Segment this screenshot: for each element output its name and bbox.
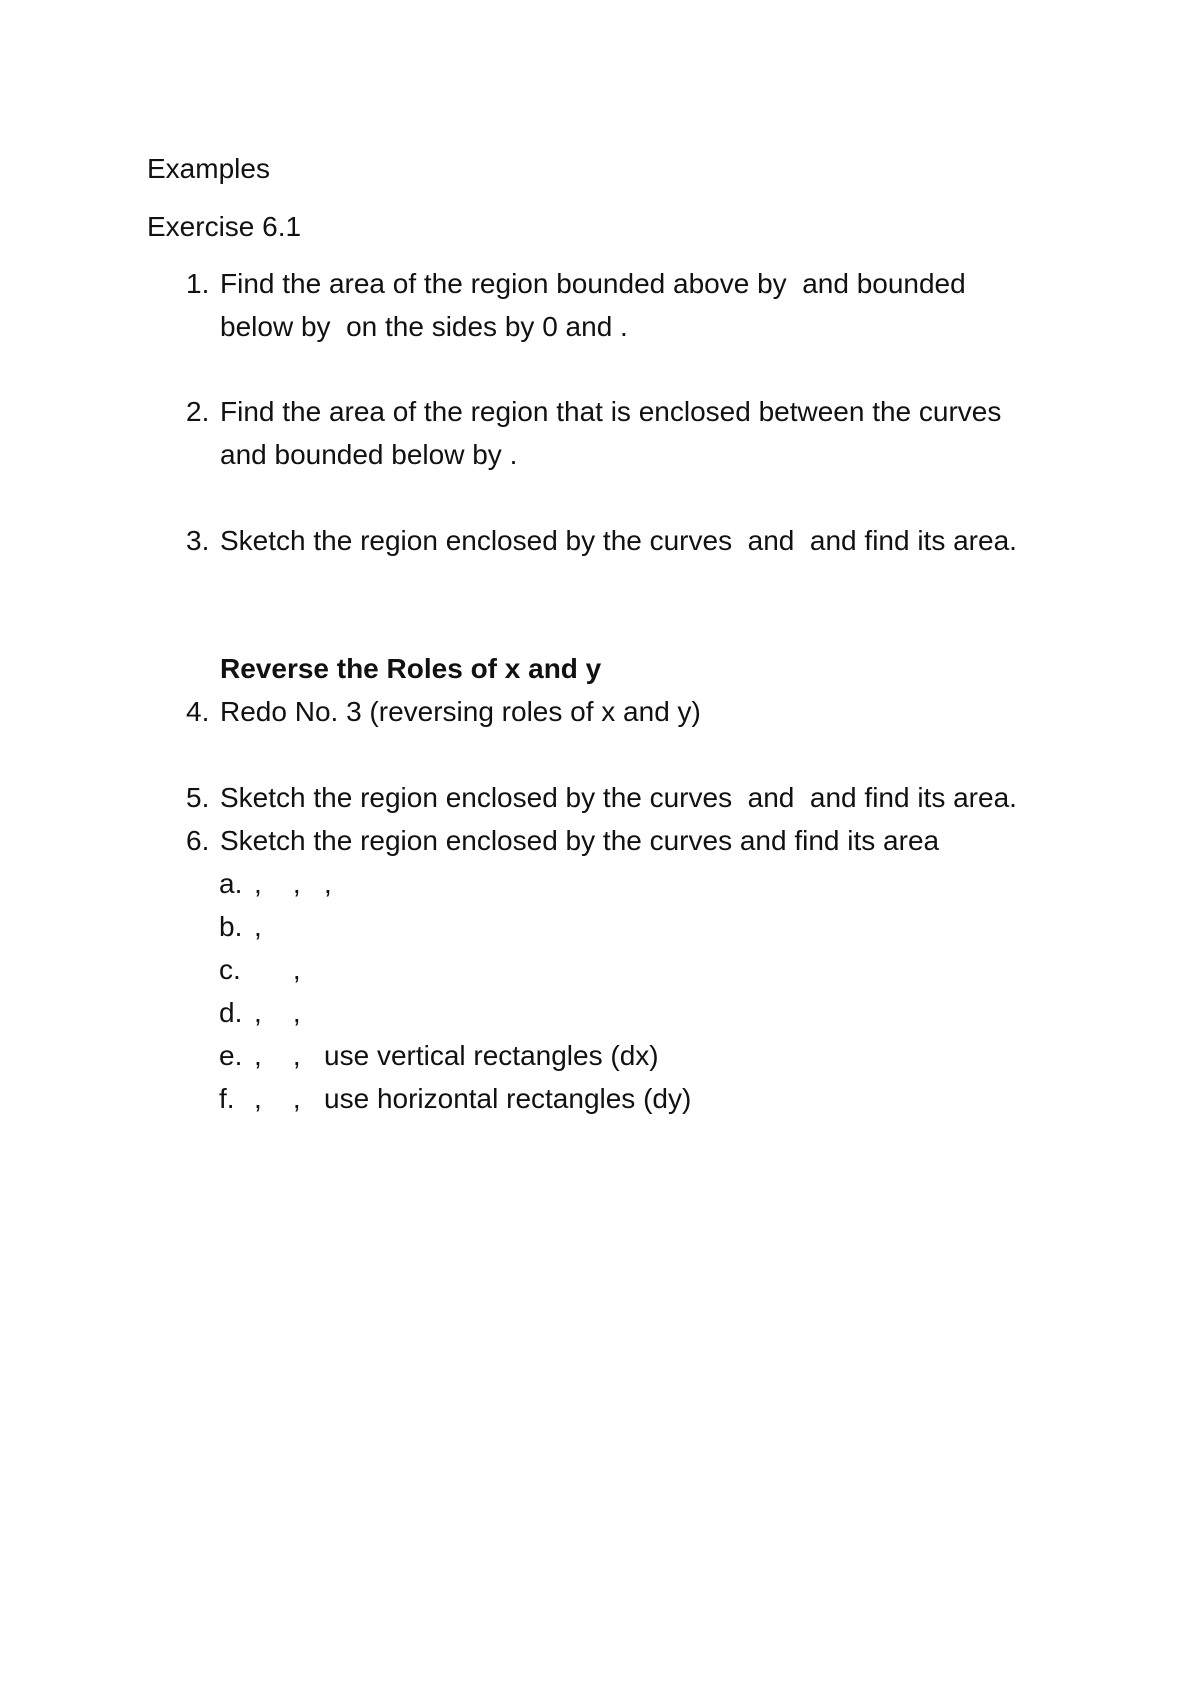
subitem-f-letter: f. [219, 1083, 235, 1114]
subitem-b-letter: b. [219, 911, 243, 942]
item-6-text: Sketch the region enclosed by the curves and find its area [220, 825, 940, 856]
item-6-number: 6. [186, 825, 210, 856]
item-2-number: 2. [186, 396, 210, 427]
item-1-line-2: below by on the sides by 0 and . [220, 311, 628, 342]
item-5-number: 5. [186, 782, 210, 813]
subitem-e-text: , , use vertical rectangles (dx) [254, 1040, 659, 1071]
subitem-b-text: , [254, 911, 262, 942]
item-4-number: 4. [186, 696, 210, 727]
item-2-line-1: Find the area of the region that is enclosed between the curves [220, 396, 1002, 427]
item-3-number: 3. [186, 525, 210, 556]
section-title: Reverse the Roles of x and y [220, 653, 602, 684]
subitem-d-text: , , [254, 997, 301, 1028]
item-5-text: Sketch the region enclosed by the curves and and find its area. [220, 782, 1017, 813]
subitem-c-text: , [254, 954, 301, 985]
item-2-line-2: and bounded below by . [220, 439, 518, 470]
subitem-a-letter: a. [219, 868, 243, 899]
item-1-number: 1. [186, 268, 210, 299]
exercise-title: Exercise 6.1 [147, 211, 302, 242]
item-1-line-1: Find the area of the region bounded above by and bounded [220, 268, 966, 299]
subitem-a-text: , , , [254, 868, 332, 899]
subitem-f-text: , , use horizontal rectangles (dy) [254, 1083, 692, 1114]
subitem-e-letter: e. [219, 1040, 243, 1071]
subitem-d-letter: d. [219, 997, 243, 1028]
subitem-c-letter: c. [219, 954, 241, 985]
item-4-text: Redo No. 3 (reversing roles of x and y) [220, 696, 701, 727]
item-3-line-1: Sketch the region enclosed by the curves and and find its area. [220, 525, 1017, 556]
heading: Examples [147, 153, 270, 184]
